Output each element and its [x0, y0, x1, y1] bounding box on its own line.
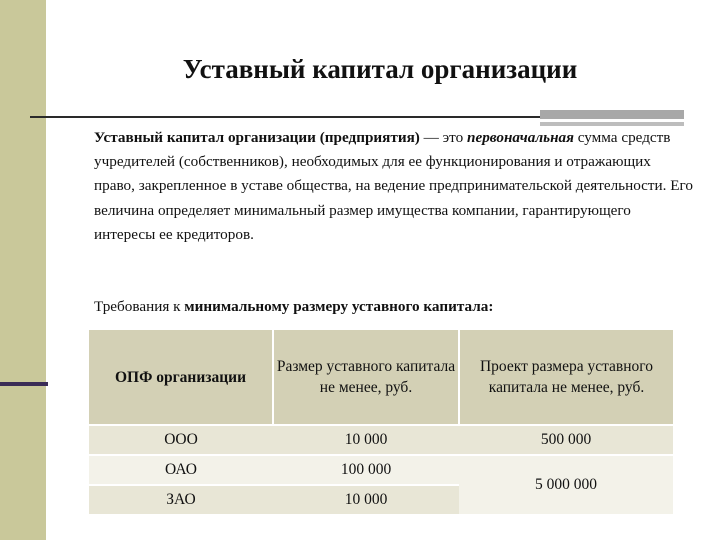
- table-cell: 500 000: [459, 425, 673, 455]
- table-cell: 10 000: [273, 485, 459, 514]
- requirements-suffix: :: [488, 298, 494, 315]
- left-decor-band: [0, 0, 46, 540]
- table-row: [89, 455, 673, 485]
- definition-emphasis: первоначальная: [467, 129, 574, 146]
- table-cell-merged: 5 000 000: [459, 455, 673, 514]
- table-cell: 100 000: [273, 455, 459, 485]
- table-header-cell: Размер уставного капитала не менее, руб.: [273, 330, 459, 425]
- capital-requirements-table: [89, 330, 673, 514]
- table-header-cell: Проект размера уставного капитала не менее, руб.: [459, 330, 673, 425]
- table-header-row: [89, 330, 673, 425]
- definition-rest: сумма средств учредителей (собственников), необходимых для ее функционирования и отражающих право, закрепленное в уставе общества, на ведение предпринимательской деятельности. Его величина определяет минимальный размер имущества компании, гарантирующего интересы ее кредиторов.: [94, 129, 694, 243]
- requirements-prefix: Требования к: [94, 298, 185, 315]
- table-cell: ОАО: [89, 455, 273, 485]
- definition-lead: Уставный капитал организации (предприятия): [94, 129, 420, 146]
- title-divider: [30, 116, 540, 118]
- definition-dash: — это: [419, 129, 467, 146]
- requirements-heading: [94, 298, 694, 316]
- table-header-cell: ОПФ организации: [89, 330, 273, 425]
- requirements-bold: минимальному размеру уставного капитала: [184, 298, 489, 315]
- definition-paragraph: [94, 126, 694, 247]
- slide-title: Уставный капитал организации: [182, 54, 578, 84]
- left-decor-bar: [0, 382, 48, 386]
- table-row: [89, 425, 673, 455]
- title-divider-accent: [540, 110, 684, 119]
- table-cell: 10 000: [273, 425, 459, 455]
- table-cell: ЗАО: [89, 485, 273, 514]
- table-cell: ООО: [89, 425, 273, 455]
